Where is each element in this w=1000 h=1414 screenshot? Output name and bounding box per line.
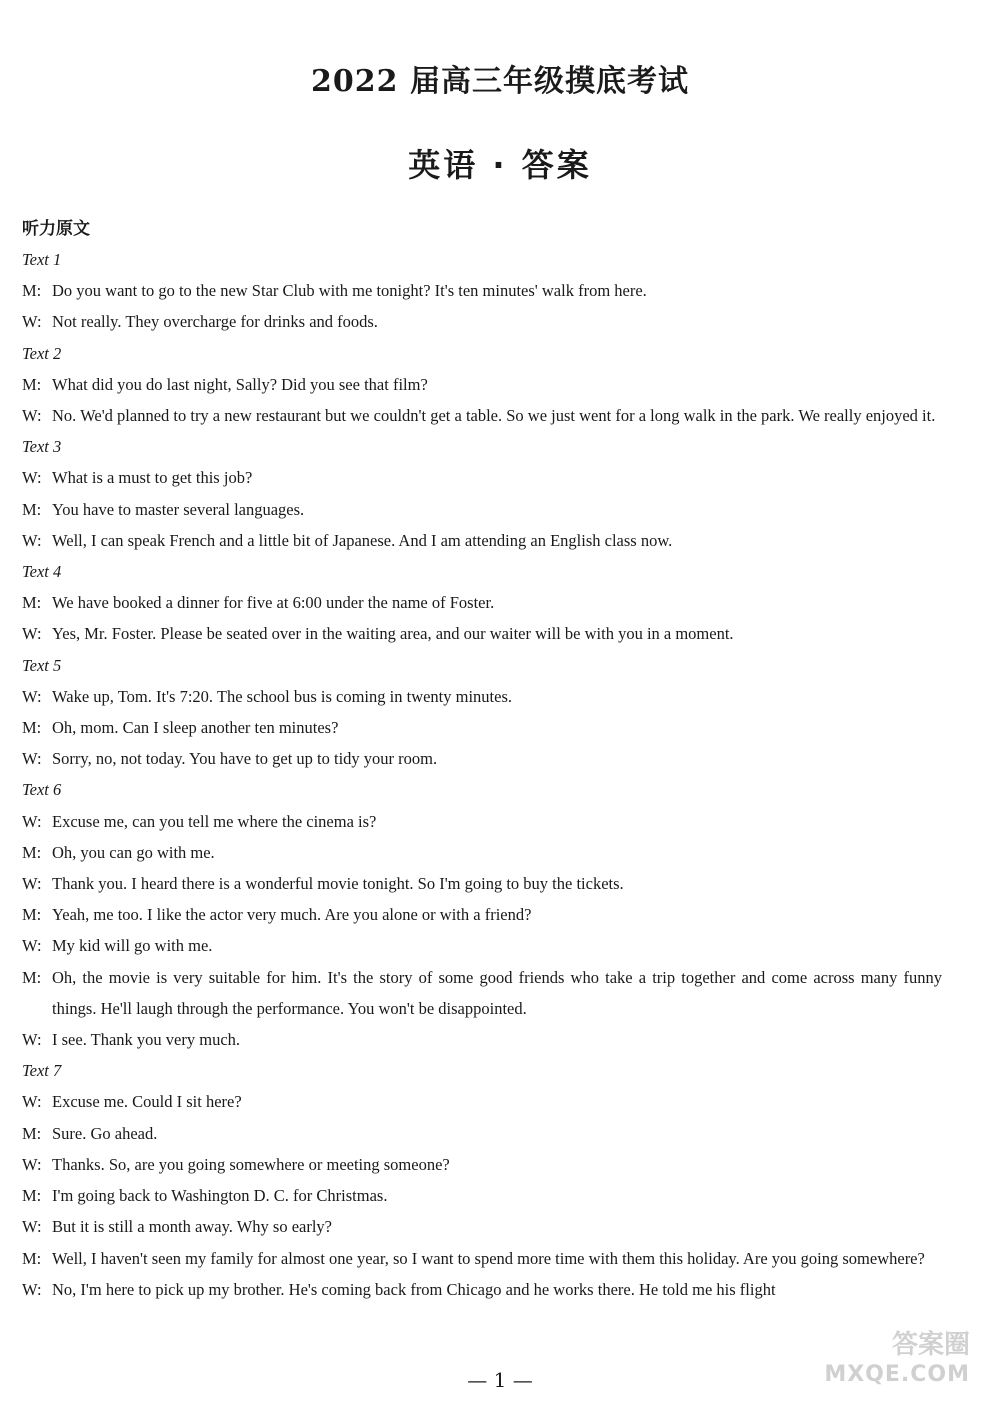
speaker-label: W: [22, 686, 42, 706]
dialogue-line [22, 837, 942, 868]
dialogue-line [22, 1211, 942, 1242]
speaker-label: W: [22, 624, 42, 644]
dialogue-line [22, 525, 942, 556]
dialogue-line [22, 1149, 942, 1180]
utterance-text: No. We'd planned to try a new restaurant but we couldn't get a table. So we just went for a long walk in the park. We really enjoyed it. [52, 406, 936, 426]
utterance-text: Thanks. So, are you going somewhere or meeting someone? [52, 1154, 450, 1174]
dialogue-line [22, 930, 942, 961]
text-label: Text 2 [22, 343, 62, 363]
dialogue-line [22, 1086, 942, 1117]
utterance-text: We have booked a dinner for five at 6:00 under the name of Foster. [52, 593, 495, 613]
dialogue-line [22, 962, 942, 1024]
speaker-label: W: [22, 936, 42, 956]
speaker-label: M: [22, 374, 42, 394]
utterance-text: Excuse me. Could I sit here? [52, 1092, 242, 1112]
dialogue-line [22, 462, 942, 493]
dialogue-line [22, 275, 942, 306]
dialogue-line [22, 712, 942, 743]
page-number: — 1 — [467, 1368, 533, 1392]
utterance-text: Sorry, no, not today. You have to get up to tidy your room. [52, 749, 438, 769]
speaker-label: M: [22, 1248, 42, 1268]
transcript-body [22, 244, 942, 1305]
dialogue-line [22, 868, 942, 899]
speaker-label: W: [22, 1279, 42, 1299]
utterance-text: What did you do last night, Sally? Did you see that film? [52, 374, 428, 394]
dialogue-line [22, 587, 942, 618]
dialogue-line [22, 1024, 942, 1055]
speaker-label: W: [22, 530, 42, 550]
dialogue-line [22, 369, 942, 400]
dialogue-line [22, 1274, 942, 1305]
utterance-text: Thank you. I heard there is a wonderful movie tonight. So I'm going to buy the tickets. [52, 874, 624, 894]
utterance-text: Yes, Mr. Foster. Please be seated over in the waiting area, and our waiter will be with you in a moment. [52, 624, 734, 644]
text-label: Text 6 [22, 780, 62, 800]
dialogue-line [22, 1118, 942, 1149]
speaker-label: W: [22, 1030, 42, 1050]
speaker-label: M: [22, 718, 42, 738]
utterance-text: You have to master several languages. [52, 499, 305, 519]
dialogue-line [22, 743, 942, 774]
text-label: Text 7 [22, 1061, 62, 1081]
speaker-label: M: [22, 1123, 42, 1143]
utterance-text: My kid will go with me. [52, 936, 213, 956]
utterance-text: Excuse me, can you tell me where the cinema is? [52, 811, 377, 831]
speaker-label: M: [22, 593, 42, 613]
speaker-label: W: [22, 811, 42, 831]
utterance-text: Yeah, me too. I like the actor very much. Are you alone or with a friend? [52, 905, 532, 925]
utterance-text: I see. Thank you very much. [52, 1030, 241, 1050]
utterance-text: Well, I haven't seen my family for almost one year, so I want to spend more time with them this holiday. Are you going somewhere? [52, 1248, 925, 1268]
utterance-text: Well, I can speak French and a little bit of Japanese. And I am attending an English class now. [52, 530, 673, 550]
dialogue-line [22, 899, 942, 930]
speaker-label: M: [22, 967, 42, 987]
utterance-text: Sure. Go ahead. [52, 1123, 158, 1143]
dialogue-line [22, 806, 942, 837]
watermark-url: MXQE.COM [824, 1362, 970, 1387]
speaker-label: W: [22, 1217, 42, 1237]
section-heading: 听力原文 [22, 219, 90, 239]
speaker-label: M: [22, 842, 42, 862]
speaker-label: W: [22, 749, 42, 769]
dialogue-line [22, 618, 942, 649]
speaker-label: W: [22, 874, 42, 894]
utterance-text: Oh, mom. Can I sleep another ten minutes? [52, 718, 339, 738]
speaker-label: M: [22, 905, 42, 925]
utterance-text: Oh, the movie is very suitable for him. It's the story of some good friends who take a trip together and come across many funny things. He'll laugh through the performance. You won't be disappointed. [52, 967, 942, 1018]
subject-title: 英语 · 答案 [408, 146, 592, 184]
speaker-label: M: [22, 1186, 42, 1206]
dialogue-line [22, 494, 942, 525]
dialogue-line [22, 400, 942, 431]
utterance-text: What is a must to get this job? [52, 468, 253, 488]
page-title: 2022 届高三年级摸底考试 [311, 64, 689, 99]
dialogue-line [22, 681, 942, 712]
utterance-text: Not really. They overcharge for drinks and foods. [52, 312, 378, 332]
dialogue-line [22, 306, 942, 337]
speaker-label: M: [22, 281, 42, 301]
speaker-label: M: [22, 499, 42, 519]
speaker-label: W: [22, 1154, 42, 1174]
text-label: Text 3 [22, 437, 62, 457]
watermark-brand: 答案圈 [891, 1330, 970, 1360]
utterance-text: Do you want to go to the new Star Club with me tonight? It's ten minutes' walk from here. [52, 281, 647, 301]
utterance-text: Wake up, Tom. It's 7:20. The school bus is coming in twenty minutes. [52, 686, 513, 706]
speaker-label: W: [22, 406, 42, 426]
utterance-text: I'm going back to Washington D. C. for Christmas. [52, 1186, 388, 1206]
speaker-label: W: [22, 1092, 42, 1112]
utterance-text: Oh, you can go with me. [52, 842, 215, 862]
text-label: Text 5 [22, 655, 62, 675]
utterance-text: No, I'm here to pick up my brother. He's coming back from Chicago and he works there. He told me his flight [52, 1279, 776, 1299]
text-label: Text 1 [22, 250, 62, 269]
watermark-logo [824, 1330, 970, 1390]
dialogue-line [22, 1243, 942, 1274]
text-label: Text 4 [22, 562, 62, 582]
speaker-label: W: [22, 468, 42, 488]
dialogue-line [22, 1180, 942, 1211]
speaker-label: W: [22, 312, 42, 332]
utterance-text: But it is still a month away. Why so early? [52, 1217, 333, 1237]
